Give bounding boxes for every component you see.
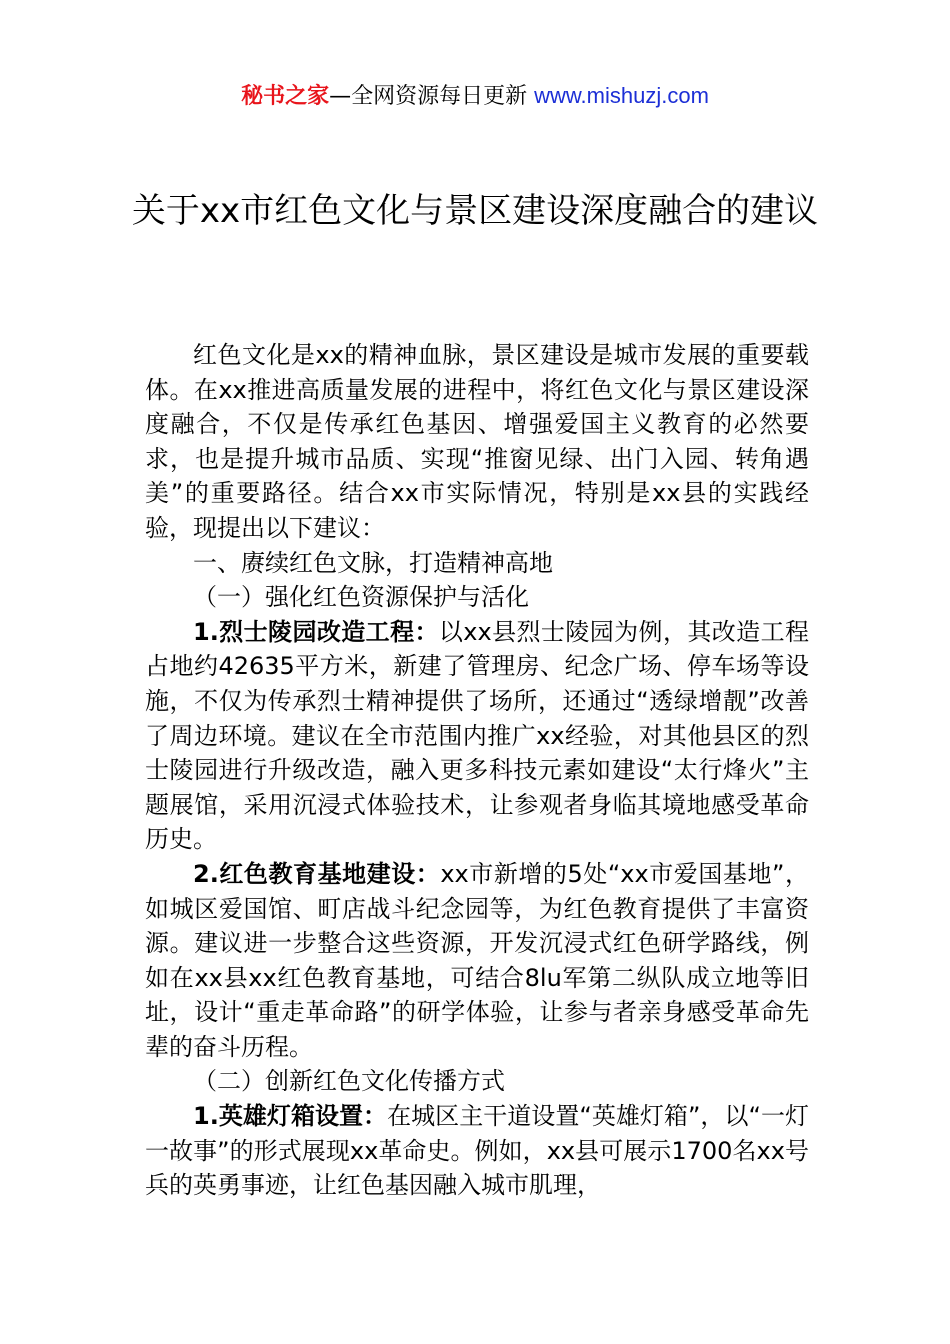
subsection-heading-1 [145,580,809,615]
paragraph-text: 以xx县烈士陵园为例，其改造工程占地约42635平方米，新建了管理房、纪念广场、停车场等设施，不仅为传承烈士精神提供了场所，还通过“透绿增靓”改善了周边环境。建议在全市范围内推广xx经验，对其他县区的烈士陵园进行升级改造，融入更多科技元素如建设“太行烽火”主题展馆，采用沉浸式体验技术，让参观者身临其境地感受革命历史。 [145,617,809,854]
site-brand: 秘书之家 [241,84,330,109]
paragraph-text: （一）强化红色资源保护与活化 [193,583,529,612]
item-paragraph-3 [145,1099,809,1203]
item-lead: 2.红色教育基地建设： [193,859,441,888]
section-heading-1 [145,546,809,581]
paragraph-text: xx市新增的5处“xx市爱国基地”，如城区爱国馆、町店战斗纪念园等，为红色教育提供了丰富资源。建议进一步整合这些资源，开发沉浸式红色研学路线，例如在xx县xx红色教育基地，可结合8lu军第二纵队成立地等旧址，设计“重走革命路”的研学体验，让参与者亲身感受革命先辈的奋斗历程。 [145,859,809,1061]
paragraph-text: 一、赓续红色文脉，打造精神高地 [193,548,553,577]
item-paragraph-1 [145,615,809,857]
paragraph-text: 在城区主干道设置“英雄灯箱”，以“一灯一故事”的形式展现xx革命史。例如，xx县可展示1700名xx号兵的英勇事迹，让红色基因融入城市肌理， [145,1102,809,1200]
subsection-heading-2 [145,1064,809,1099]
item-lead: 1.英雄灯箱设置： [193,1102,388,1131]
document-body [145,338,809,1203]
paragraph-text: 红色文化是xx的精神血脉，景区建设是城市发展的重要载体。在xx推进高质量发展的进程中，将红色文化与景区建设深度融合，不仅是传承红色基因、增强爱国主义教育的必然要求，也是提升城市品质、实现“推窗见绿、出门入园、转角遇美”的重要路径。结合xx市实际情况，特别是xx县的实践经验，现提出以下建议： [145,341,809,542]
document-title: 关于xx市红色文化与景区建设深度融合的建议 [131,191,819,231]
intro-paragraph [145,338,809,546]
item-paragraph-2 [145,857,809,1065]
site-tagline: —全网资源每日更新 [329,84,535,109]
item-lead: 1.烈士陵园改造工程： [193,617,439,646]
site-url-link[interactable]: www.mishuzj.com [534,83,709,108]
paragraph-text: （二）创新红色文化传播方式 [193,1067,505,1096]
site-header [0,82,950,111]
